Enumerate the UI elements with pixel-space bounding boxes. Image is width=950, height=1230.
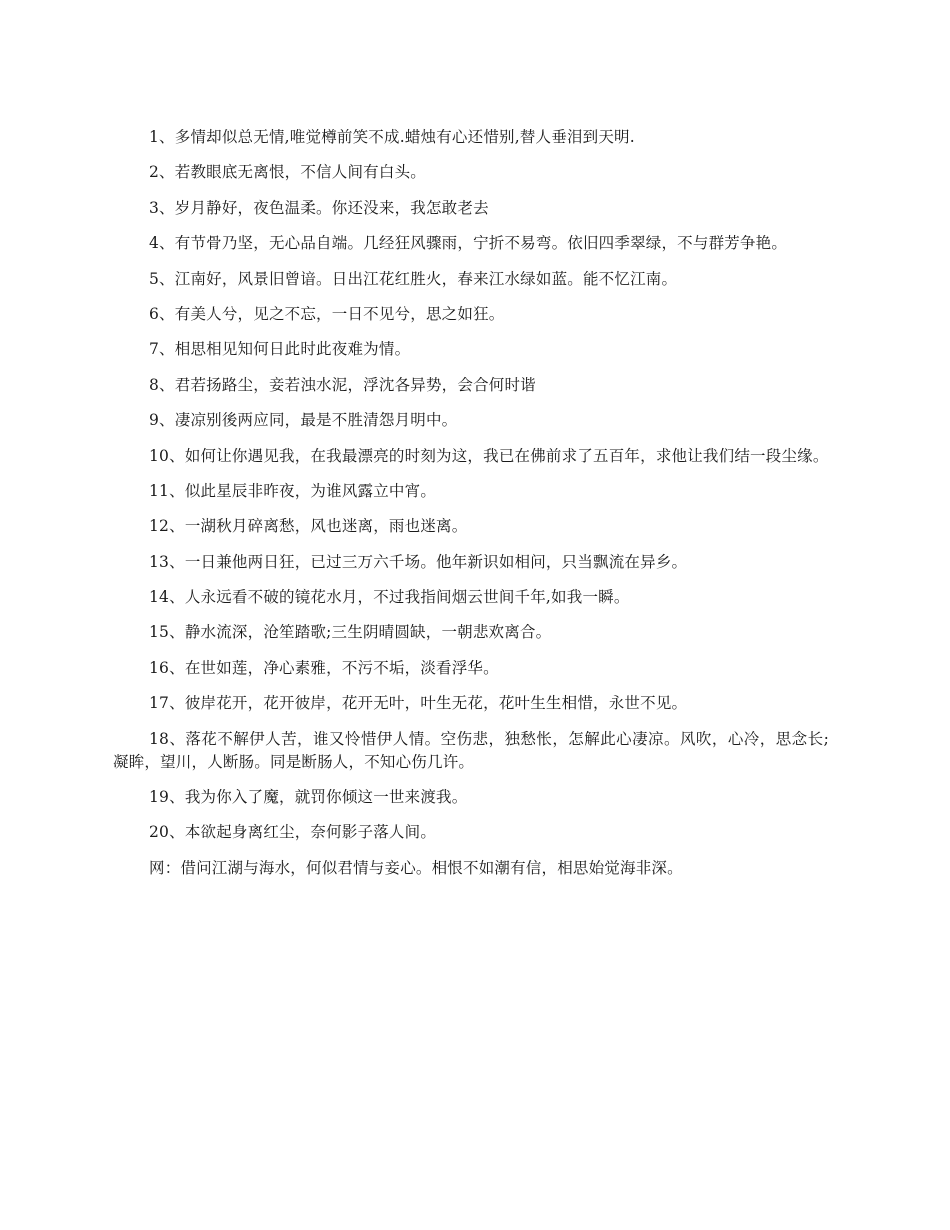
paragraph-17: 17、彼岸花开，花开彼岸，花开无叶，叶生无花，花叶生生相惜，永世不见。 [149,694,688,713]
paragraph-18: 18、落花不解伊人苦，谁又怜惜伊人情。空伤悲，独愁怅，怎解此心凄凉。风吹，心冷，思念长;凝眸，望川，人断肠。同是断肠人，不知心伤几许。 [113,729,829,771]
paragraph-10: 10、如何让你遇见我，在我最漂亮的时刻为这，我已在佛前求了五百年，求他让我们结一段尘缘。 [149,446,829,465]
paragraph-13: 13、一日兼他两日狂，已过三万六千场。他年新识如相问，只当飘流在异乡。 [149,552,688,571]
paragraph-7: 7、相思相见知何日此时此夜难为情。 [149,340,411,359]
paragraph-12: 12、一湖秋月碎离愁，风也迷离，雨也迷离。 [149,517,468,536]
paragraph-15: 15、静水流深，沧笙踏歌;三生阴晴圆缺，一朝悲欢离合。 [149,623,552,642]
paragraph-4: 4、有节骨乃坚，无心品自端。几经狂风骤雨，宁折不易弯。依旧四季翠绿，不与群芳争艳。 [149,234,788,253]
paragraph-2: 2、若教眼底无离恨，不信人间有白头。 [149,163,426,182]
paragraph-19: 19、我为你入了魔，就罚你倾这一世来渡我。 [149,788,468,807]
paragraph-9: 9、凄凉别後两应同，最是不胜清怨月明中。 [149,411,458,430]
paragraph-6: 6、有美人兮，见之不忘，一日不见兮，思之如狂。 [149,304,505,323]
document-body [113,126,829,892]
paragraph-closing: 网：借问江湖与海水，何似君情与妾心。相恨不如潮有信，相思始觉海非深。 [149,858,683,877]
paragraph-3: 3、岁月静好，夜色温柔。你还没来，我怎敢老去 [149,198,489,217]
paragraph-14: 14、人永远看不破的镜花水月，不过我指间烟云世间千年,如我一瞬。 [149,588,630,607]
paragraph-20: 20、本欲起身离红尘，奈何影子落人间。 [149,823,437,842]
paragraph-16: 16、在世如莲，净心素雅，不污不垢，淡看浮华。 [149,658,499,677]
paragraph-5: 5、江南好，风景旧曾谙。日出江花红胜火，春来江水绿如蓝。能不忆江南。 [149,269,678,288]
paragraph-11: 11、似此星辰非昨夜，为谁风露立中宵。 [149,481,437,500]
paragraph-8: 8、君若扬路尘，妾若浊水泥，浮沈各异势，会合何时谐 [149,375,536,394]
paragraph-1: 1、多情却似总无情,唯觉樽前笑不成.蜡烛有心还惜别,替人垂泪到天明. [149,128,635,146]
